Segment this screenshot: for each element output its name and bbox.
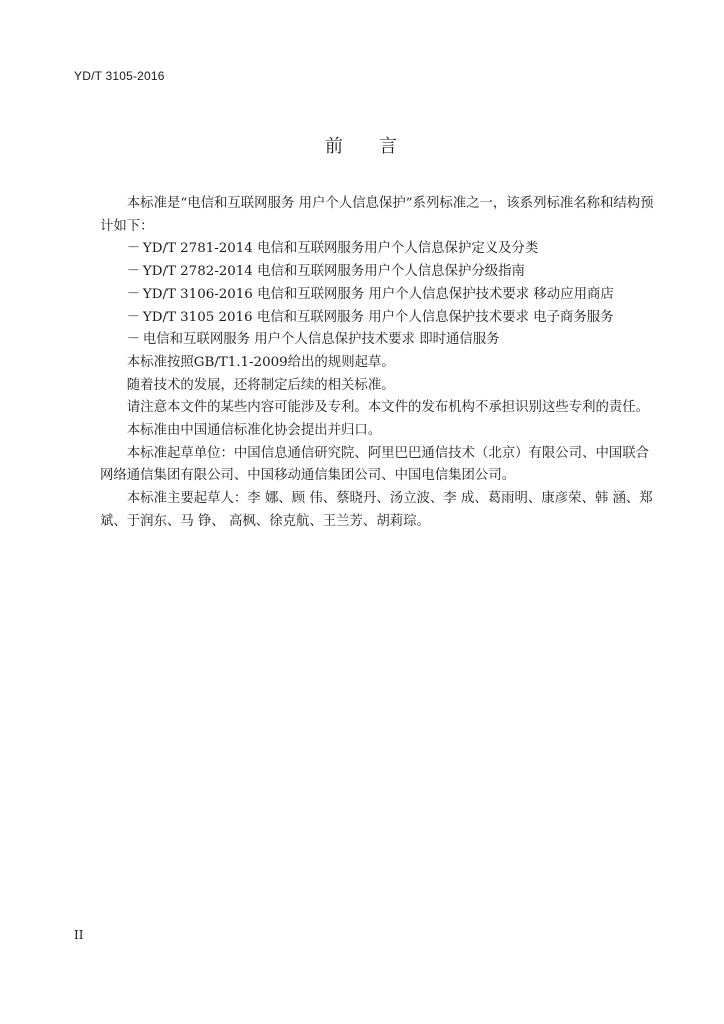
- drafting-rules-paragraph: 本标准按照GB/T1.1-2009给出的规则起草。: [126, 354, 395, 370]
- list-item: [100, 238, 656, 261]
- patent-notice-paragraph: 请注意本文件的某些内容可能涉及专利。本文件的发布机构不承担识别这些专利的责任。: [126, 400, 650, 416]
- intro-paragraph: 本标准是“电信和互联网服务 用户个人信息保护”系列标准之一，该系列标准名称和结构预计如下：: [100, 196, 654, 234]
- drafting-units-paragraph: 本标准起草单位：中国信息通信研究院、阿里巴巴通信技术（北京）有限公司、中国联合网络通信集团有限公司、中国移动通信集团公司、中国电信集团公司。: [100, 445, 650, 484]
- list-item: [100, 261, 656, 284]
- list-dash: －: [126, 286, 141, 302]
- standard-code: YD/T 3105-2016: [74, 69, 165, 83]
- page-title: [0, 132, 724, 158]
- list-item: [100, 307, 656, 330]
- drafters-paragraph: 本标准主要起草人：李 娜、顾 伟、蔡晓丹、汤立波、李 成、葛雨明、康彦荣、韩 涵、郑 斌、于润东、马 铮、 高枫、徐克航、王兰芳、胡莉琮。: [100, 491, 653, 529]
- list-item-text: YD/T 3106-2016 电信和互联网服务 用户个人信息保护技术要求 移动应用商店: [142, 286, 614, 302]
- page-number: II: [74, 928, 84, 942]
- title-char-right: 言: [379, 136, 399, 157]
- list-dash: －: [126, 309, 141, 325]
- list-item-text: 电信和互联网服务 用户个人信息保护技术要求 即时通信服务: [142, 332, 500, 348]
- list-item: [100, 329, 656, 352]
- series-list: [100, 238, 656, 352]
- title-char-left: 前: [325, 136, 345, 157]
- future-standards-paragraph: 随着技术的发展，还将制定后续的相关标准。: [126, 377, 395, 393]
- list-item-text: YD/T 2781-2014 电信和互联网服务用户个人信息保护定义及分类: [142, 241, 539, 257]
- proposer-paragraph: 本标准由中国通信标准化协会提出并归口。: [126, 423, 382, 439]
- list-item-text: YD/T 3105 2016 电信和互联网服务 用户个人信息保护技术要求 电子商务服务: [142, 309, 614, 325]
- list-item: [100, 284, 656, 307]
- list-item-text: YD/T 2782-2014 电信和互联网服务用户个人信息保护分级指南: [142, 264, 525, 280]
- list-dash: －: [126, 332, 141, 348]
- list-dash: －: [126, 241, 141, 257]
- list-dash: －: [126, 264, 141, 280]
- foreword-body: [100, 193, 656, 534]
